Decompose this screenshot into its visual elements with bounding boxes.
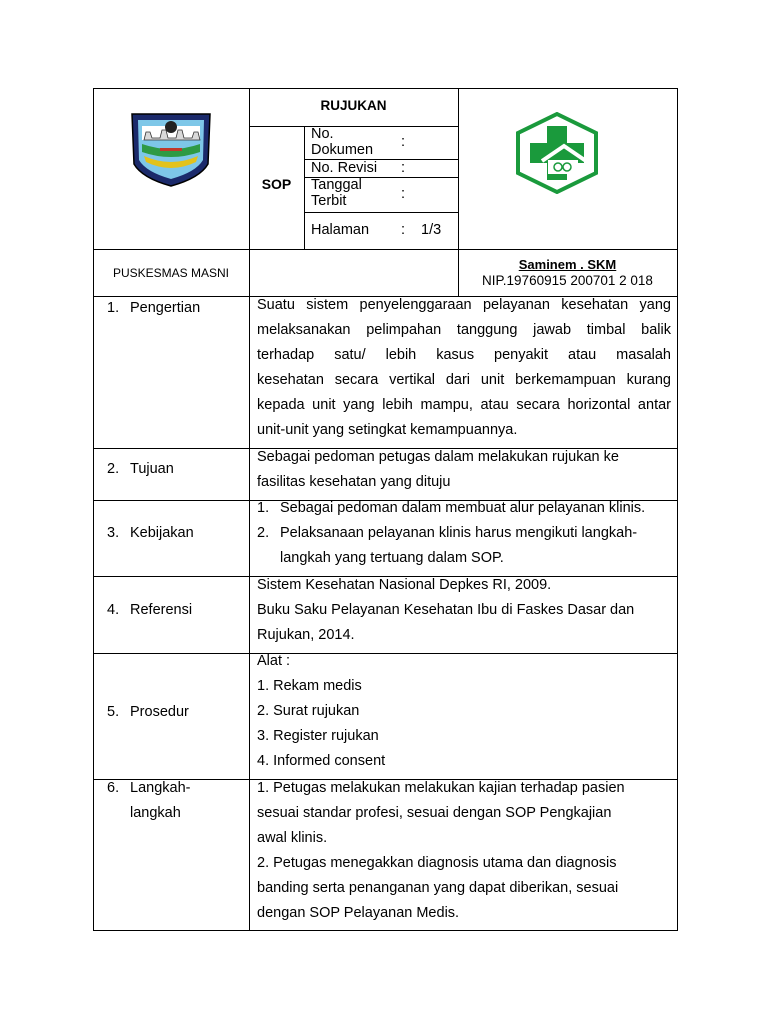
document-title: RUJUKAN: [320, 98, 387, 113]
section-label: Prosedur: [130, 704, 189, 720]
field-value: 1/3: [421, 222, 442, 238]
text-line: 4. Informed consent: [257, 753, 386, 769]
text-line: Rujukan, 2014.: [257, 627, 355, 643]
section-text: [257, 293, 671, 443]
signatory-nip: NIP.19760915 200701 2 018: [482, 273, 653, 288]
text-line: Buku Saku Pelayanan Kesehatan Ibu di Faskes Dasar dan: [257, 602, 635, 618]
text-line: 2. Surat rujukan: [257, 703, 360, 719]
text-line: sesuai standar profesi, sesuai dengan SOP Pengkajian: [257, 805, 612, 821]
text-line: Alat :: [257, 653, 291, 669]
section-label: Langkah-: [130, 780, 191, 796]
text-line: 2. Petugas menegakkan diagnosis utama dan diagnosis: [257, 855, 617, 871]
section-label: Tujuan: [130, 461, 174, 477]
section-label: Kebijakan: [130, 525, 194, 541]
list-item: langkah yang tertuang dalam SOP.: [280, 550, 504, 566]
section-label: Pengertian: [130, 300, 201, 316]
list-item: Sebagai pedoman dalam membuat alur pelayanan klinis.: [280, 500, 646, 516]
field-separator: :: [401, 160, 406, 176]
text-line: unit-unit yang setingkat kemampuannya.: [257, 422, 518, 438]
text-line: melaksanakan pelimpahan tanggung jawab timbal balik: [257, 322, 671, 338]
section-text: [257, 445, 671, 495]
text-line: terhadap satu/ lebih kasus penyakit atau masalah: [257, 347, 671, 363]
health-cross-logo: [514, 112, 600, 194]
field-separator: :: [401, 222, 406, 238]
section-number: 4.: [107, 602, 120, 618]
text-line: Sebagai pedoman petugas dalam melakukan rujukan ke: [257, 449, 619, 465]
section-text: [257, 573, 671, 648]
text-line: 1. Petugas melakukan melakukan kajian terhadap pasien: [257, 780, 625, 796]
list-item-number: 1.: [257, 500, 270, 516]
text-line: awal klinis.: [257, 830, 328, 846]
field-label: Dokumen: [311, 142, 374, 158]
section-label: Referensi: [130, 602, 193, 618]
field-label: No.: [311, 126, 334, 142]
text-line: Suatu sistem penyelenggaraan pelayanan kesehatan yang: [257, 297, 671, 313]
field-separator: :: [401, 134, 406, 150]
sop-label: SOP: [261, 176, 292, 192]
text-line: dengan SOP Pelayanan Medis.: [257, 905, 460, 921]
list-item-number: 2.: [257, 525, 270, 541]
text-line: 1. Rekam medis: [257, 678, 362, 694]
section-text: [257, 649, 671, 774]
text-line: kepada unit yang lebih mampu, atau secara horizontal antar: [257, 397, 671, 413]
text-line: 3. Register rujukan: [257, 728, 379, 744]
section-text: [257, 776, 671, 926]
field-label: Halaman: [311, 222, 370, 238]
signatory-name: Saminem . SKM: [518, 257, 617, 272]
regency-logo: [130, 112, 212, 188]
section-number: 1.: [107, 300, 120, 316]
institution-name: PUSKESMAS MASNI: [112, 266, 230, 280]
section-number: 2.: [107, 461, 120, 477]
field-label: Terbit: [311, 193, 347, 209]
text-line: banding serta penanganan yang dapat diberikan, sesuai: [257, 880, 619, 896]
text-line: fasilitas kesehatan yang dituju: [257, 474, 451, 490]
text-line: kesehatan secara vertikal dari unit berkemampuan kurang: [257, 372, 671, 388]
section-number: 6.: [107, 780, 120, 796]
list-item: Pelaksanaan pelayanan klinis harus mengikuti langkah-: [280, 525, 638, 541]
text-line: Sistem Kesehatan Nasional Depkes RI, 2009.: [257, 577, 552, 593]
section-number: 5.: [107, 704, 120, 720]
field-label: Tanggal: [311, 177, 362, 193]
section-number: 3.: [107, 525, 120, 541]
field-label: No. Revisi: [311, 160, 378, 176]
section-label: langkah: [130, 805, 181, 821]
field-separator: :: [401, 186, 406, 202]
